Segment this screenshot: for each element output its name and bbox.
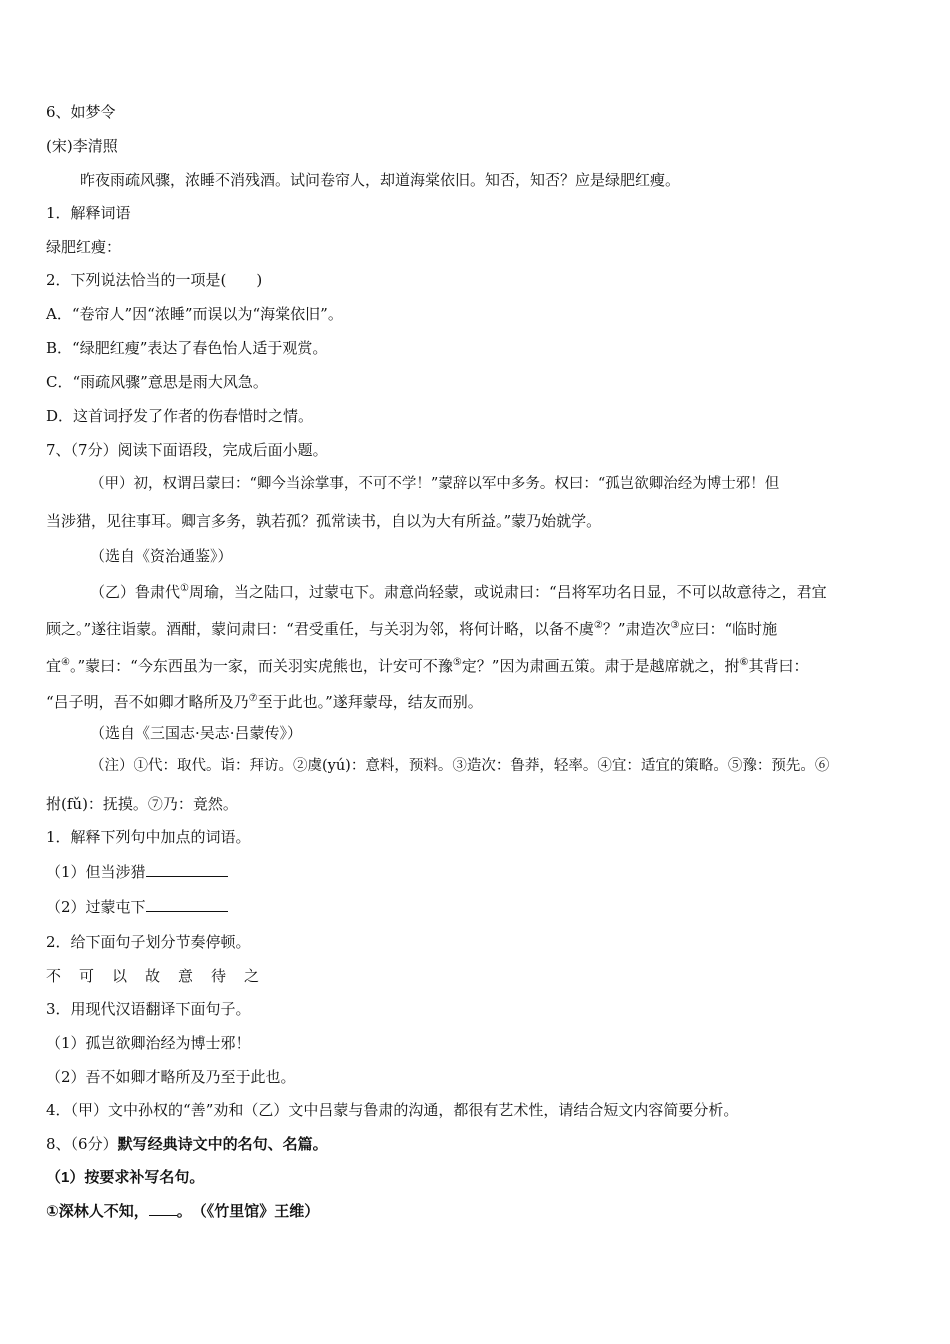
q7-s3a: （1）孤岂欲卿治经为博士邪！ (46, 1034, 251, 1052)
q7-yi-text: ？”肃造次 (602, 620, 671, 638)
note-mark: ① (180, 583, 189, 594)
q7-heading: 7、（7分）阅读下面语段，完成后面小题。 (46, 441, 328, 459)
q7-s1a-text: （1）但当涉猎 (46, 863, 146, 881)
char: 意 (178, 967, 194, 985)
q6-author: (宋)李清照 (46, 137, 118, 155)
q6-option-c: C．“雨疏风骤”意思是雨大风急。 (46, 373, 268, 391)
q7-note-line2: 拊(fǔ)：抚摸。⑦乃：竟然。 (46, 795, 238, 813)
q8-item1-text: ①深林人不知， (46, 1203, 149, 1220)
q7-yi-text: 周瑜，当之陆口，过蒙屯下。肃意尚轻蒙，或说肃曰：“吕将军功名日显，不可以故意待之，君宜 (188, 583, 827, 601)
q7-s3: 3．用现代汉语翻译下面句子。 (46, 1000, 251, 1018)
char: 待 (211, 967, 227, 985)
q7-s4: 4．（甲）文中孙权的“善”劝和（乙）文中吕蒙与鲁肃的沟通，都很有艺术性，请结合短文内容简要分析。 (46, 1101, 739, 1119)
q8-sub1: （1）按要求补写名句。 (46, 1169, 205, 1186)
q7-yi-text: （乙）鲁肃代 (90, 583, 181, 601)
q8-heading (46, 1134, 910, 1155)
char: 故 (145, 967, 161, 985)
q7-yi-text: “吕子明，吾不如卿才略所及乃 (46, 693, 249, 711)
q7-s1b (46, 896, 910, 917)
q7-yi-text: 。”蒙曰：“今东西虽为一家，而关羽实虎熊也，计安可不豫 (69, 657, 453, 675)
char: 不 (46, 967, 62, 985)
q7-s1b-text: （2）过蒙屯下 (46, 898, 146, 916)
q7-s3b: （2）吾不如卿才略所及乃至于此也。 (46, 1068, 296, 1086)
q7-yi-line3 (46, 653, 910, 676)
note-mark: ⑥ (739, 657, 749, 668)
answer-blank[interactable] (149, 1201, 177, 1216)
char: 之 (244, 967, 260, 985)
q7-yi-line2 (46, 616, 910, 639)
q6-heading: 6、如梦令 (46, 103, 116, 121)
q7-yi-text: 至于此也。”遂拜蒙母，结友而别。 (257, 693, 483, 711)
q7-yi-text: 其背曰： (748, 657, 809, 675)
q7-jia-line1: （甲）初，权谓吕蒙曰：“卿今当涂掌事，不可不学！”蒙辞以军中多务。权曰：“孤岂欲卿治经为博士邪！但 (90, 476, 780, 492)
q7-yi-source: （选自《三国志·吴志·吕蒙传》） (90, 724, 303, 742)
answer-blank[interactable] (146, 896, 228, 912)
q7-yi-text: 宜 (46, 657, 62, 675)
q7-yi-text: 定？”因为肃画五策。肃于是越席就之，拊 (461, 657, 740, 675)
note-mark: ④ (61, 657, 70, 668)
q8-heading-text: 默写经典诗文中的名句、名篇。 (117, 1136, 328, 1153)
q7-yi-text: 顾之。”遂往诣蒙。酒酣，蒙问肃曰：“君受重任，与关羽为邻，将何计略，以备不虞 (46, 620, 594, 638)
q7-s2-sentence (46, 966, 910, 986)
char: 可 (79, 967, 95, 985)
q7-jia-line2: 当涉猎，见往事耳。卿言多务，孰若孤？孤常读书，自以为大有所益。”蒙乃始就学。 (46, 512, 602, 530)
char: 以 (112, 967, 128, 985)
q6-option-b: B．“绿肥红瘦”表达了春色怡人适于观赏。 (46, 339, 328, 357)
note-mark: ⑦ (248, 693, 258, 704)
q6-sub1-term: 绿肥红瘦： (46, 238, 122, 256)
q7-s1a (46, 861, 910, 882)
q7-note-line1: （注）①代：取代。诣：拜访。②虞(yú)：意料，预料。③造次：鲁莽，轻率。④宜：适宜的策略。⑤豫：预先。⑥ (90, 758, 830, 774)
q6-option-a: A．“卷帘人”因“浓睡”而误以为“海棠依旧”。 (46, 305, 343, 323)
q7-yi-line4 (46, 689, 910, 712)
q6-poem: 昨夜雨疏风骤，浓睡不消残酒。试问卷帘人，却道海棠依旧。知否，知否？应是绿肥红瘦。 (80, 171, 681, 189)
note-mark: ③ (670, 620, 680, 631)
q8-item1 (46, 1201, 910, 1222)
q7-yi-text: 应曰：“临时施 (679, 620, 778, 638)
q8-item1-source: 。 （《竹里馆》王维） (176, 1203, 320, 1220)
q7-yi-line1 (90, 579, 910, 602)
q7-s1: 1．解释下列句中加点的词语。 (46, 828, 251, 846)
q6-sub1: 1．解释词语 (46, 204, 131, 222)
q8-heading-number: 8、（6分） (46, 1135, 118, 1153)
q6-option-d: D．这首词抒发了作者的伤春惜时之情。 (46, 407, 314, 425)
answer-blank[interactable] (146, 861, 228, 877)
q6-sub2: 2．下列说法恰当的一项是( ) (46, 271, 263, 289)
note-mark: ⑤ (452, 657, 462, 668)
q7-s2: 2．给下面句子划分节奏停顿。 (46, 933, 251, 951)
note-mark: ② (593, 620, 603, 631)
q7-jia-source: （选自《资治通鉴》） (90, 547, 233, 565)
